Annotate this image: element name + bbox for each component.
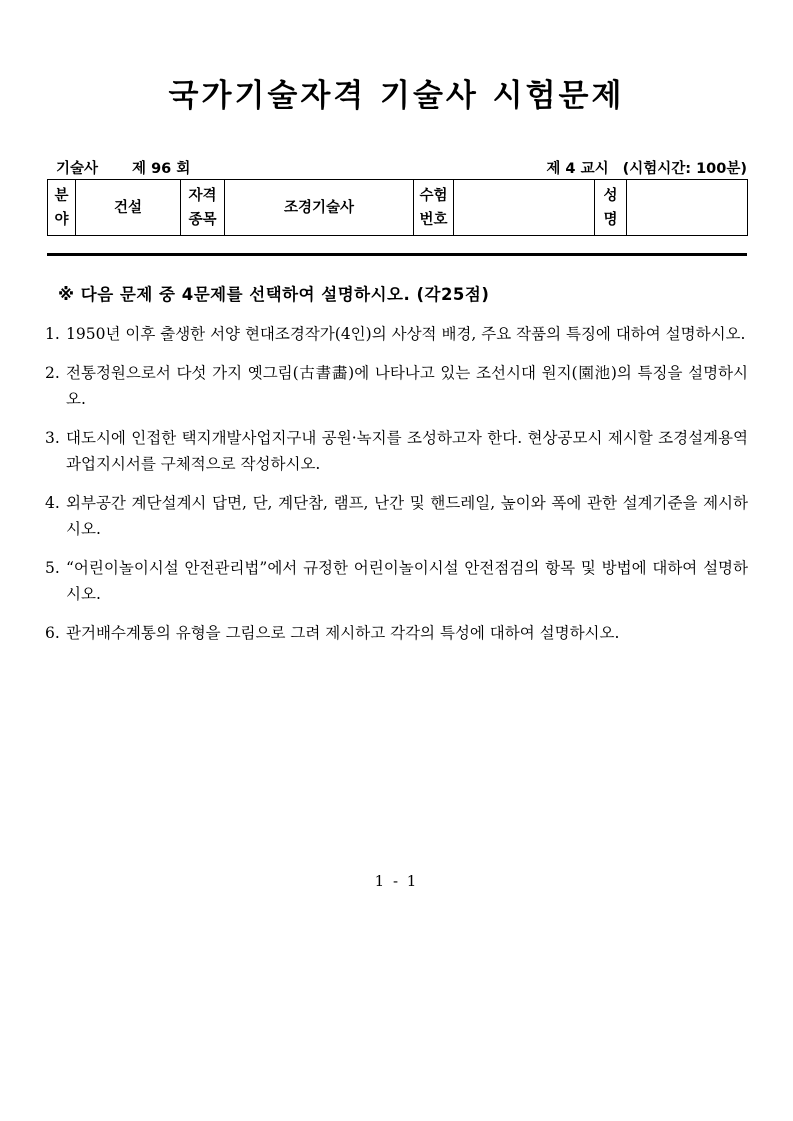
exam-number-field[interactable] xyxy=(454,180,595,236)
instruction-text: ※ 다음 문제 중 4문제를 선택하여 설명하시오. (각25점) xyxy=(58,285,490,304)
exam-session-info xyxy=(546,157,747,178)
exam-round-info xyxy=(56,157,190,178)
exam-duration: (시험시간: 100분) xyxy=(622,161,747,177)
question-item: 4. 외부공간 계단설계시 답면, 단, 계단참, 램프, 난간 및 핸드레일, 높이와 폭에 관한 설계기준을 제시하시오. xyxy=(45,494,748,538)
question-list xyxy=(45,321,748,659)
name-field[interactable] xyxy=(627,180,748,236)
page-title: 국가기술자격 기술사 시험문제 xyxy=(168,78,625,114)
exam-round: 제 96 회 xyxy=(132,161,191,177)
question-item: 6. 관거배수계통의 유형을 그림으로 그려 제시하고 각각의 특성에 대하여 설명하시오. xyxy=(45,624,620,642)
question-item: 1. 1950년 이후 출생한 서양 현대조경작가(4인)의 사상적 배경, 주요 작품의 특징에 대하여 설명하시오. xyxy=(45,325,746,343)
exam-info-table xyxy=(47,179,748,236)
exam-session: 제 4 교시 xyxy=(546,161,609,177)
question-item: 5. “어린이놀이시설 안전관리법”에서 규정한 어린이놀이시설 안전점검의 항목 및 방법에 대하여 설명하시오. xyxy=(45,559,748,603)
qualification-label: 자격 종목 xyxy=(181,180,225,236)
qualification-value: 조경기술사 xyxy=(225,180,414,236)
question-item: 2. 전통정원으로서 다섯 가지 옛그림(古書畵)에 나타나고 있는 조선시대 원지(園池)의 특징을 설명하시오. xyxy=(45,364,748,408)
page-number: 1 - 1 xyxy=(374,872,419,890)
exam-category: 기술사 xyxy=(56,161,99,177)
name-label: 성 명 xyxy=(595,180,627,236)
field-value: 건설 xyxy=(76,180,181,236)
section-divider xyxy=(47,253,747,256)
field-label: 분 야 xyxy=(48,180,76,236)
question-item: 3. 대도시에 인접한 택지개발사업지구내 공원·녹지를 조성하고자 한다. 현상공모시 제시할 조경설계용역 과업지시서를 구체적으로 작성하시오. xyxy=(45,429,748,473)
exam-number-label: 수험 번호 xyxy=(414,180,454,236)
